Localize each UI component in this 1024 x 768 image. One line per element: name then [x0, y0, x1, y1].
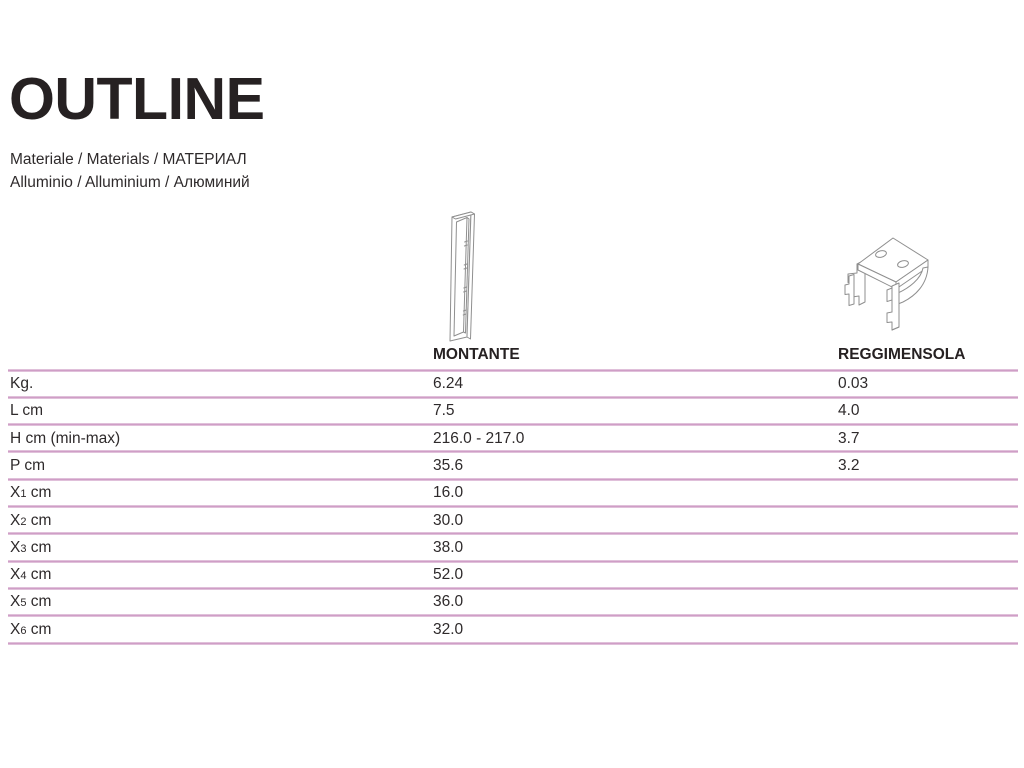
table-row: [8, 588, 1018, 615]
cell-reggimensola: 3.7: [838, 429, 860, 447]
row-label-subscript: 4: [20, 570, 27, 583]
cell-montante: 38.0: [433, 538, 464, 556]
row-label-subscript: 1: [20, 488, 27, 501]
cell-reggimensola: 3.2: [838, 456, 860, 474]
reggimensola-bracket-drawing: [835, 230, 940, 335]
cell-montante: 32.0: [433, 620, 464, 638]
cell-montante: 6.24: [433, 375, 464, 392]
table-row: [8, 561, 1018, 588]
aluminium-subtitle: Alluminio / Alluminium / Алюминий: [10, 174, 250, 191]
table-row: [8, 479, 1018, 506]
column-header-montante: MONTANTE: [433, 346, 520, 363]
row-label: Kg.: [10, 375, 34, 392]
table-separator-line: [8, 423, 1018, 426]
cell-montante: 7.5: [433, 402, 455, 420]
row-label: X1 cm: [10, 484, 52, 502]
row-label-subscript: 2: [20, 515, 27, 528]
table-separator-line: [8, 369, 1018, 372]
table-row: [8, 616, 1018, 643]
table-separator-line: [8, 560, 1018, 563]
row-label: X4 cm: [10, 566, 52, 584]
cell-montante: 216.0 - 217.0: [433, 429, 525, 447]
table-separator-line: [8, 396, 1018, 399]
table-separator-line: [8, 532, 1018, 535]
row-label: X3 cm: [10, 538, 52, 556]
row-label: P cm: [10, 456, 46, 474]
spec-table: [8, 370, 1018, 646]
row-label-subscript: 6: [20, 624, 27, 637]
table-row: [8, 452, 1018, 479]
table-separator-line: [8, 614, 1018, 617]
row-label: H cm (min-max): [10, 429, 121, 447]
row-label-subscript: 3: [20, 542, 27, 555]
cell-montante: 36.0: [433, 593, 464, 611]
table-row: [8, 534, 1018, 561]
cell-montante: 35.6: [433, 456, 464, 474]
table-row: [8, 425, 1018, 452]
column-header-reggimensola: REGGIMENSOLA: [838, 346, 966, 363]
table-separator-line: [8, 642, 1018, 645]
row-label: X6 cm: [10, 620, 52, 638]
table-row: [8, 370, 1018, 397]
table-row: [8, 507, 1018, 534]
cell-montante: 30.0: [433, 511, 464, 529]
table-separator-line: [8, 450, 1018, 453]
row-label-subscript: 5: [20, 597, 27, 610]
row-label: L cm: [10, 402, 44, 420]
row-label: X2 cm: [10, 511, 52, 529]
cell-montante: 16.0: [433, 484, 464, 502]
cell-montante: 52.0: [433, 566, 464, 584]
montante-post-drawing: [447, 208, 479, 344]
page-title: OUTLINE: [9, 66, 265, 132]
table-separator-line: [8, 478, 1018, 481]
materials-subtitle: Materiale / Materials / МАТЕРИАЛ: [10, 151, 247, 168]
cell-reggimensola: 4.0: [838, 402, 860, 420]
table-separator-line: [8, 587, 1018, 590]
row-label: X5 cm: [10, 593, 52, 611]
cell-reggimensola: 0.03: [838, 375, 869, 392]
table-separator-line: [8, 505, 1018, 508]
table-row: [8, 397, 1018, 424]
